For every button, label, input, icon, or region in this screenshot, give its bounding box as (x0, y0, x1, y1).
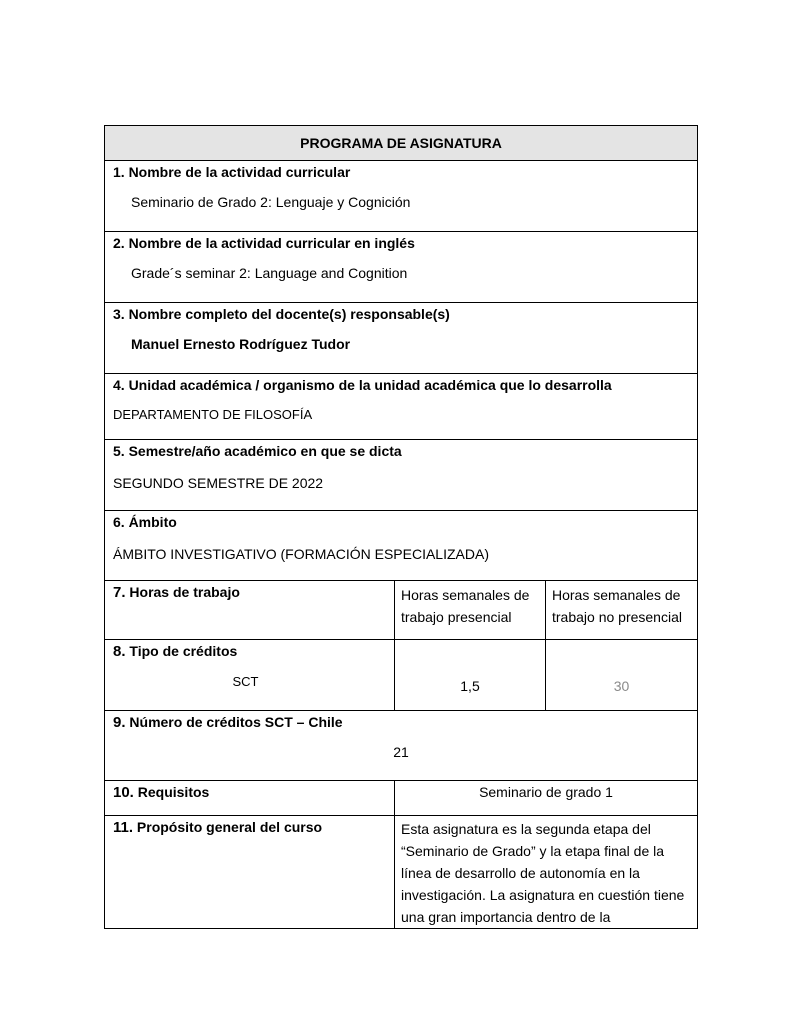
semester-value: SEGUNDO SEMESTRE DE 2022 (113, 475, 324, 491)
requirements-value: Seminario de grado 1 (479, 784, 613, 800)
hours-no-presencial-cell (546, 640, 698, 711)
section-5 (105, 440, 698, 511)
purpose-text: Esta asignatura es la segunda etapa del “Seminario de Grado” y la etapa final de la línea de desarrollo de autonomía en la investigación. La asignatura en cuestión tiene una gran importancia dentro de la (401, 821, 685, 925)
section-3 (105, 303, 698, 374)
hours-presencial-value: 1,5 (460, 678, 480, 694)
program-document (104, 125, 697, 929)
section-8-label: Tipo de créditos (129, 643, 238, 659)
section-9-number: 9. (113, 714, 126, 731)
hours-presencial-cell (395, 640, 546, 711)
section-6 (105, 511, 698, 581)
hours-no-presencial-value: 30 (613, 678, 630, 694)
program-table (104, 125, 698, 929)
credit-type: SCT (232, 674, 259, 689)
hours-no-presencial-label: Horas semanales de trabajo no presencial (552, 587, 682, 625)
section-9 (105, 711, 698, 781)
section-5-label: 5. Semestre/año académico en que se dicta (113, 443, 402, 459)
section-9-label: Número de créditos SCT – Chile (129, 714, 343, 730)
section-11-number: 11. (113, 819, 134, 836)
section-2-label: 2. Nombre de la actividad curricular en inglés (113, 235, 415, 251)
academic-unit: DEPARTAMENTO DE FILOSOFÍA (113, 407, 313, 422)
section-6-label: 6. Ámbito (113, 514, 177, 530)
section-7-number: 7. (113, 584, 126, 601)
teacher-name: Manuel Ernesto Rodríguez Tudor (131, 336, 351, 352)
section-4-label: 4. Unidad académica / organismo de la unidad académica que lo desarrolla (113, 377, 612, 393)
section-1-label: 1. Nombre de la actividad curricular (113, 164, 351, 180)
section-10 (105, 781, 395, 816)
section-1 (105, 161, 698, 232)
section-3-label: 3. Nombre completo del docente(s) responsable(s) (113, 306, 450, 322)
sct-credits-value: 21 (393, 744, 409, 760)
hours-presencial-label: Horas semanales de trabajo presencial (401, 587, 530, 625)
section-2 (105, 232, 698, 303)
section-10-label: Requisitos (137, 784, 210, 800)
scope-value: ÁMBITO INVESTIGATIVO (FORMACIÓN ESPECIALIZADA) (113, 546, 489, 562)
section-11 (105, 816, 395, 929)
section-8-number: 8. (113, 643, 126, 660)
section-7 (105, 581, 395, 640)
document-title: PROGRAMA DE ASIGNATURA (105, 126, 698, 161)
hours-no-presencial-header (546, 581, 698, 640)
hours-presencial-header (395, 581, 546, 640)
requirements-cell (395, 781, 698, 816)
purpose-cell (395, 816, 698, 929)
section-10-number: 10. (113, 784, 134, 801)
section-8 (105, 640, 395, 711)
section-4 (105, 374, 698, 440)
section-1-value: Seminario de Grado 2: Lenguaje y Cognición (131, 194, 411, 210)
section-11-label: Propósito general del curso (136, 819, 323, 835)
section-7-label: Horas de trabajo (129, 584, 240, 600)
section-2-value: Grade´s seminar 2: Language and Cognition (131, 265, 408, 281)
